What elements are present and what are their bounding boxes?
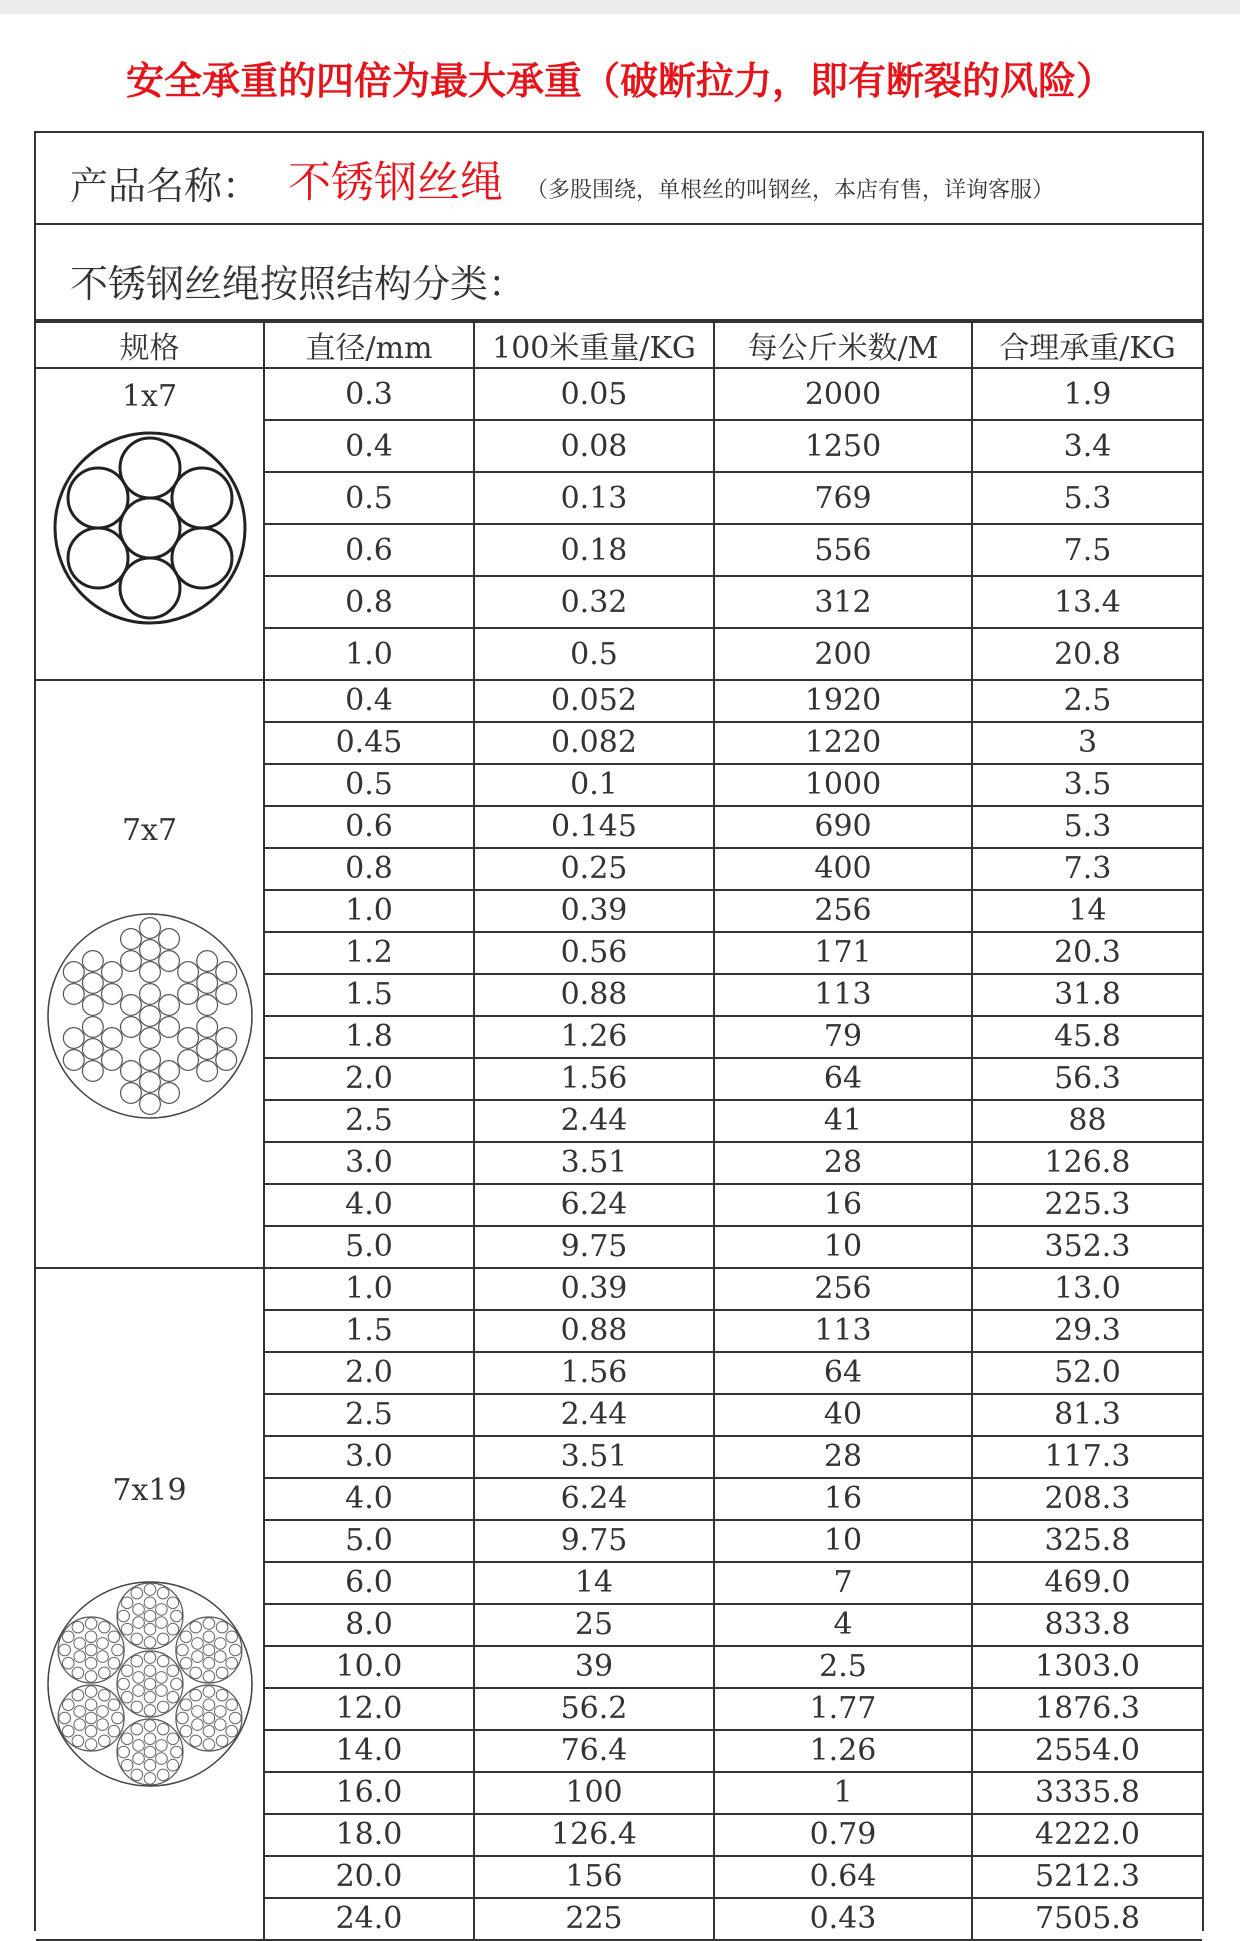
meters-per-kg-cell: 40 xyxy=(714,1394,972,1436)
spec-label: 1x7 xyxy=(121,379,178,414)
weight-cell: 0.05 xyxy=(474,368,714,420)
load-cell: 3 xyxy=(972,722,1202,764)
weight-cell: 0.88 xyxy=(474,1310,714,1352)
weight-cell: 0.052 xyxy=(474,680,714,722)
weight-cell: 0.39 xyxy=(474,890,714,932)
load-cell: 45.8 xyxy=(972,1016,1202,1058)
diameter-cell: 1.5 xyxy=(264,1310,474,1352)
weight-cell: 1.26 xyxy=(474,1016,714,1058)
weight-cell: 39 xyxy=(474,1646,714,1688)
load-cell: 2.5 xyxy=(972,680,1202,722)
meters-per-kg-cell: 2000 xyxy=(714,368,972,420)
load-cell: 5.3 xyxy=(972,472,1202,524)
diameter-cell: 8.0 xyxy=(264,1604,474,1646)
meters-per-kg-cell: 2.5 xyxy=(714,1646,972,1688)
load-cell: 469.0 xyxy=(972,1562,1202,1604)
diameter-cell: 2.0 xyxy=(264,1058,474,1100)
load-cell: 81.3 xyxy=(972,1394,1202,1436)
meters-per-kg-cell: 41 xyxy=(714,1100,972,1142)
load-cell: 3.5 xyxy=(972,764,1202,806)
header-weight: 100米重量/KG xyxy=(474,322,714,368)
diameter-cell: 1.8 xyxy=(264,1016,474,1058)
meters-per-kg-cell: 0.64 xyxy=(714,1856,972,1898)
weight-cell: 3.51 xyxy=(474,1436,714,1478)
weight-cell: 0.18 xyxy=(474,524,714,576)
diameter-cell: 2.0 xyxy=(264,1352,474,1394)
weight-cell: 76.4 xyxy=(474,1730,714,1772)
meters-per-kg-cell: 79 xyxy=(714,1016,972,1058)
meters-per-kg-cell: 28 xyxy=(714,1142,972,1184)
meters-per-kg-cell: 1920 xyxy=(714,680,972,722)
load-cell: 1876.3 xyxy=(972,1688,1202,1730)
load-cell: 13.4 xyxy=(972,576,1202,628)
product-name-row xyxy=(36,133,1202,225)
load-cell: 2554.0 xyxy=(972,1730,1202,1772)
header-diameter: 直径/mm xyxy=(264,322,474,368)
weight-cell: 126.4 xyxy=(474,1814,714,1856)
diameter-cell: 0.8 xyxy=(264,848,474,890)
meters-per-kg-cell: 256 xyxy=(714,890,972,932)
diameter-cell: 12.0 xyxy=(264,1688,474,1730)
weight-cell: 0.08 xyxy=(474,420,714,472)
diameter-cell: 0.6 xyxy=(264,806,474,848)
load-cell: 1303.0 xyxy=(972,1646,1202,1688)
spec-cell xyxy=(36,680,264,1268)
weight-cell: 9.75 xyxy=(474,1520,714,1562)
meters-per-kg-cell: 312 xyxy=(714,576,972,628)
meters-per-kg-cell: 1.77 xyxy=(714,1688,972,1730)
product-spec-sheet xyxy=(34,131,1204,1936)
weight-cell: 0.13 xyxy=(474,472,714,524)
diameter-cell: 14.0 xyxy=(264,1730,474,1772)
load-cell: 31.8 xyxy=(972,974,1202,1016)
diameter-cell: 6.0 xyxy=(264,1562,474,1604)
meters-per-kg-cell: 113 xyxy=(714,974,972,1016)
load-cell: 1.9 xyxy=(972,368,1202,420)
diameter-cell: 18.0 xyxy=(264,1814,474,1856)
diameter-cell: 24.0 xyxy=(264,1898,474,1940)
weight-cell: 0.5 xyxy=(474,628,714,680)
meters-per-kg-cell: 28 xyxy=(714,1436,972,1478)
meters-per-kg-cell: 0.43 xyxy=(714,1898,972,1940)
diameter-cell: 3.0 xyxy=(264,1142,474,1184)
weight-cell: 2.44 xyxy=(474,1100,714,1142)
spec-cell xyxy=(36,1268,264,1940)
classification-row xyxy=(36,225,1202,321)
meters-per-kg-cell: 556 xyxy=(714,524,972,576)
table-row xyxy=(36,1268,1202,1310)
weight-cell: 56.2 xyxy=(474,1688,714,1730)
diameter-cell: 5.0 xyxy=(264,1520,474,1562)
diameter-cell: 3.0 xyxy=(264,1436,474,1478)
meters-per-kg-cell: 690 xyxy=(714,806,972,848)
load-cell: 20.3 xyxy=(972,932,1202,974)
diameter-cell: 0.5 xyxy=(264,764,474,806)
meters-per-kg-cell: 0.79 xyxy=(714,1814,972,1856)
1x7-strand-cross-section-icon xyxy=(50,428,250,628)
header-meters-per-kg: 每公斤米数/M xyxy=(714,322,972,368)
diameter-cell: 2.5 xyxy=(264,1100,474,1142)
weight-cell: 3.51 xyxy=(474,1142,714,1184)
diameter-cell: 0.3 xyxy=(264,368,474,420)
weight-cell: 6.24 xyxy=(474,1478,714,1520)
diameter-cell: 0.5 xyxy=(264,472,474,524)
weight-cell: 9.75 xyxy=(474,1226,714,1268)
weight-cell: 1.56 xyxy=(474,1352,714,1394)
weight-cell: 225 xyxy=(474,1898,714,1940)
meters-per-kg-cell: 16 xyxy=(714,1478,972,1520)
weight-cell: 0.39 xyxy=(474,1268,714,1310)
header-spec: 规格 xyxy=(36,322,264,368)
meters-per-kg-cell: 1 xyxy=(714,1772,972,1814)
load-cell: 13.0 xyxy=(972,1268,1202,1310)
table-row xyxy=(36,680,1202,722)
meters-per-kg-cell: 769 xyxy=(714,472,972,524)
diameter-cell: 1.0 xyxy=(264,628,474,680)
diameter-cell: 20.0 xyxy=(264,1856,474,1898)
load-cell: 56.3 xyxy=(972,1058,1202,1100)
meters-per-kg-cell: 10 xyxy=(714,1520,972,1562)
spec-table xyxy=(36,321,1202,1941)
load-cell: 3335.8 xyxy=(972,1772,1202,1814)
load-cell: 5.3 xyxy=(972,806,1202,848)
diameter-cell: 0.8 xyxy=(264,576,474,628)
load-cell: 833.8 xyxy=(972,1604,1202,1646)
spec-label: 7x7 xyxy=(121,813,178,848)
diameter-cell: 0.45 xyxy=(264,722,474,764)
load-cell: 14 xyxy=(972,890,1202,932)
load-cell: 52.0 xyxy=(972,1352,1202,1394)
diameter-cell: 0.6 xyxy=(264,524,474,576)
meters-per-kg-cell: 64 xyxy=(714,1058,972,1100)
header-load: 合理承重/KG xyxy=(972,322,1202,368)
weight-cell: 0.56 xyxy=(474,932,714,974)
load-cell: 7.3 xyxy=(972,848,1202,890)
diameter-cell: 1.2 xyxy=(264,932,474,974)
load-cell: 208.3 xyxy=(972,1478,1202,1520)
weight-cell: 1.56 xyxy=(474,1058,714,1100)
meters-per-kg-cell: 171 xyxy=(714,932,972,974)
spec-label: 7x19 xyxy=(112,1473,187,1508)
load-cell: 352.3 xyxy=(972,1226,1202,1268)
meters-per-kg-cell: 10 xyxy=(714,1226,972,1268)
diameter-cell: 1.0 xyxy=(264,1268,474,1310)
meters-per-kg-cell: 1.26 xyxy=(714,1730,972,1772)
diameter-cell: 4.0 xyxy=(264,1184,474,1226)
weight-cell: 6.24 xyxy=(474,1184,714,1226)
load-cell: 20.8 xyxy=(972,628,1202,680)
meters-per-kg-cell: 16 xyxy=(714,1184,972,1226)
weight-cell: 0.082 xyxy=(474,722,714,764)
meters-per-kg-cell: 256 xyxy=(714,1268,972,1310)
diameter-cell: 1.0 xyxy=(264,890,474,932)
diameter-cell: 4.0 xyxy=(264,1478,474,1520)
load-cell: 7505.8 xyxy=(972,1898,1202,1940)
meters-per-kg-cell: 200 xyxy=(714,628,972,680)
7x7-strand-cross-section-icon xyxy=(45,911,255,1121)
meters-per-kg-cell: 4 xyxy=(714,1604,972,1646)
weight-cell: 0.25 xyxy=(474,848,714,890)
load-cell: 225.3 xyxy=(972,1184,1202,1226)
top-border-strip xyxy=(0,0,1240,14)
weight-cell: 0.88 xyxy=(474,974,714,1016)
load-cell: 3.4 xyxy=(972,420,1202,472)
diameter-cell: 1.5 xyxy=(264,974,474,1016)
product-name-note: （多股围绕，单根丝的叫钢丝，本店有售，详询客服） xyxy=(526,178,1055,203)
load-cell: 325.8 xyxy=(972,1520,1202,1562)
load-cell: 7.5 xyxy=(972,524,1202,576)
classification-label: 不锈钢丝绳按照结构分类： xyxy=(70,262,527,306)
load-cell: 5212.3 xyxy=(972,1856,1202,1898)
meters-per-kg-cell: 1000 xyxy=(714,764,972,806)
load-cell: 117.3 xyxy=(972,1436,1202,1478)
meters-per-kg-cell: 64 xyxy=(714,1352,972,1394)
diameter-cell: 0.4 xyxy=(264,420,474,472)
load-cell: 4222.0 xyxy=(972,1814,1202,1856)
diameter-cell: 16.0 xyxy=(264,1772,474,1814)
weight-cell: 0.32 xyxy=(474,576,714,628)
diameter-cell: 2.5 xyxy=(264,1394,474,1436)
meters-per-kg-cell: 1220 xyxy=(714,722,972,764)
meters-per-kg-cell: 7 xyxy=(714,1562,972,1604)
weight-cell: 2.44 xyxy=(474,1394,714,1436)
weight-cell: 0.145 xyxy=(474,806,714,848)
product-name-label: 产品名称： xyxy=(70,164,261,208)
weight-cell: 0.1 xyxy=(474,764,714,806)
meters-per-kg-cell: 400 xyxy=(714,848,972,890)
spec-cell xyxy=(36,368,264,680)
weight-cell: 14 xyxy=(474,1562,714,1604)
warning-banner: 安全承重的四倍为最大承重（破断拉力，即有断裂的风险） xyxy=(125,59,1114,103)
weight-cell: 25 xyxy=(474,1604,714,1646)
table-row xyxy=(36,368,1202,420)
weight-cell: 156 xyxy=(474,1856,714,1898)
load-cell: 88 xyxy=(972,1100,1202,1142)
diameter-cell: 5.0 xyxy=(264,1226,474,1268)
meters-per-kg-cell: 1250 xyxy=(714,420,972,472)
meters-per-kg-cell: 113 xyxy=(714,1310,972,1352)
table-header-row xyxy=(36,322,1202,368)
diameter-cell: 0.4 xyxy=(264,680,474,722)
weight-cell: 100 xyxy=(474,1772,714,1814)
load-cell: 29.3 xyxy=(972,1310,1202,1352)
diameter-cell: 10.0 xyxy=(264,1646,474,1688)
product-name-value: 不锈钢丝绳 xyxy=(288,158,503,208)
7x19-strand-cross-section-icon xyxy=(45,1579,255,1789)
load-cell: 126.8 xyxy=(972,1142,1202,1184)
